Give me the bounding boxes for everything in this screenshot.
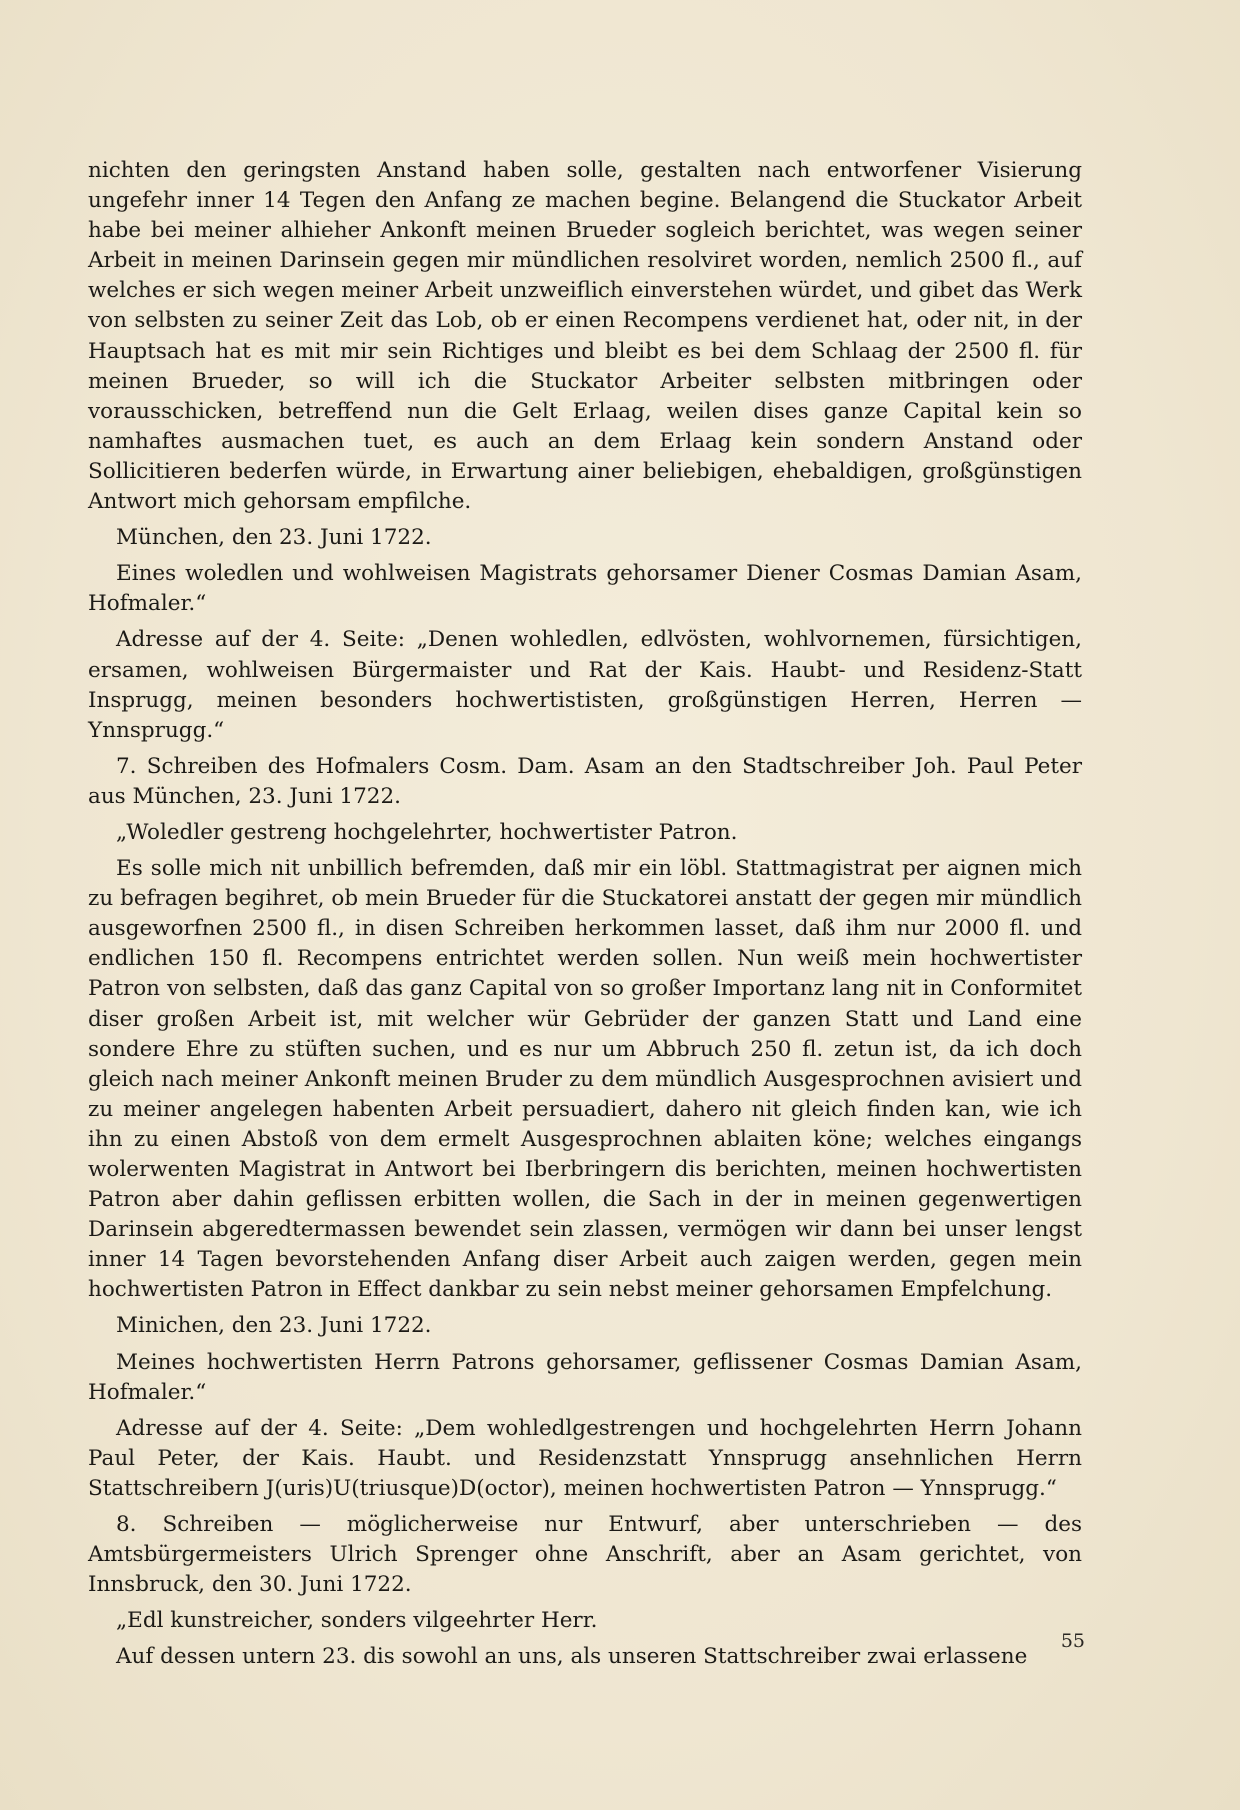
paragraph: Adresse auf der 4. Seite: „Dem wohledlgestrengen und hochgelehrten Herrn Johann Paul Peter, der Kais. Haubt. und Residenzstatt Ynnsprugg ansehnlichen Herrn Stattschreibern J(uris)U(triusque)D(octor), meinen hochwertisten Patron — Ynnsprugg.“ [88,1415,1082,1501]
paragraph: Meines hochwertisten Herrn Patrons gehorsamer, geflissener Cosmas Damian Asam, Hofmaler.“ [88,1349,1082,1405]
paragraph: „Woledler gestreng hochgelehrter, hochwertister Patron. [116,819,738,845]
section-heading: 7. Schreiben des Hofmalers Cosm. Dam. Asam an den Stadtschreiber Joh. Paul Peter aus München, 23. Juni 1722. [88,753,1082,809]
paragraph: Adresse auf der 4. Seite: „Denen wohledlen, edlvösten, wohlvornemen, fürsichtigen, ersamen, wohlweisen Bürgermaister und Rat der Kais. Haubt- und Residenz-Statt Insprugg, meinen besonders hochwertististen, großgünstigen Herren, Herren — Ynnsprugg.“ [88,627,1082,743]
paragraph: nichten den geringsten Anstand haben solle, gestalten nach entworfener Visierung ungefehr inner 14 Tegen den Anfang ze machen begine. Belangend die Stuckator Arbeit habe bei meiner alhieher Ankonft meinen Brueder sogleich berichtet, was wegen seiner Arbeit in meinen Darinsein gegen mir mündlichen resolviret worden, nemlich 2500 fl., auf welches er sich wegen meiner Arbeit unzweiflich einverstehen würdet, und gibet das Werk von selbsten zu seiner Zeit das Lob, ob er einen Recompens verdienet hat, oder nit, in der Hauptsach hat es mit mir sein Richtiges und bleibt es bei dem Schlaag der 2500 fl. für meinen Brueder, so will ich die Stuckator Arbeiter selbsten mitbringen oder vorausschicken, betreffend nun die Gelt Erlaag, weilen dises ganze Capital kein so namhaftes ausmachen tuet, es auch an dem Erlaag kein sondern Anstand oder Sollicitieren bederfen würde, in Erwartung ainer beliebigen, ehebaldigen, großgünstigen Antwort mich gehorsam empfilche. [88,158,1082,515]
body-text [88,156,1082,1673]
paragraph: „Edl kunstreicher, sonders vilgeehrter Herr. [116,1608,598,1634]
paragraph: Minichen, den 23. Juni 1722. [116,1313,432,1339]
page-number: 55 [1060,1630,1085,1652]
paragraph: Es solle mich nit unbillich befremden, daß mir ein löbl. Stattmagistrat per aignen mich zu befragen begihret, ob mein Brueder für die Stuckatorei anstatt der gegen mir mündlich ausgeworfnen 2500 fl., in disen Schreiben herkommen lasset, daß ihm nur 2000 fl. und endlichen 150 fl. Recompens entrichtet werden sollen. Nun weiß mein hochwertister Patron von selbsten, daß das ganz Capital von so großer Importanz lang nit in Conformitet diser großen Arbeit ist, mit welcher wür Gebrüder der ganzen Statt und Land eine sondere Ehre zu stüften suchen, und es nur um Abbruch 250 fl. zetun ist, da ich doch gleich nach meiner Ankonft meinen Bruder zu dem mündlich Ausgesprochnen avisiert und zu meiner angelegen habenten Arbeit persuadiert, dahero nit gleich finden kan, wie ich ihn zu einen Abstoß von dem ermelt Ausgesprochnen ablaiten köne; welches eingangs wolerwenten Magistrat in Antwort bei Iberbringern dis berichten, meinen hochwertisten Patron aber dahin geflissen erbitten wollen, die Sach in der in meinen gegenwertigen Darinsein abgeredtermassen bewendet sein zlassen, vermögen wir dann bei unser lengst inner 14 Tagen bevorstehenden Anfang diser Arbeit auch zaigen werden, gegen mein hochwertisten Patron in Effect dankbar zu sein nebst meiner gehorsamen Empfelchung. [88,856,1082,1303]
section-heading: 8. Schreiben — möglicherweise nur Entwurf, aber unterschrieben — des Amtsbürgermeisters Ulrich Sprenger ohne Anschrift, aber an Asam gerichtet, von Innsbruck, den 30. Juni 1722. [88,1512,1082,1598]
paragraph: Auf dessen untern 23. dis sowohl an uns, als unseren Stattschreiber zwai erlassene [116,1644,1028,1670]
paragraph: München, den 23. Juni 1722. [116,525,432,551]
paragraph: Eines woledlen und wohlweisen Magistrats gehorsamer Diener Cosmas Damian Asam, Hofmaler.“ [88,561,1082,617]
